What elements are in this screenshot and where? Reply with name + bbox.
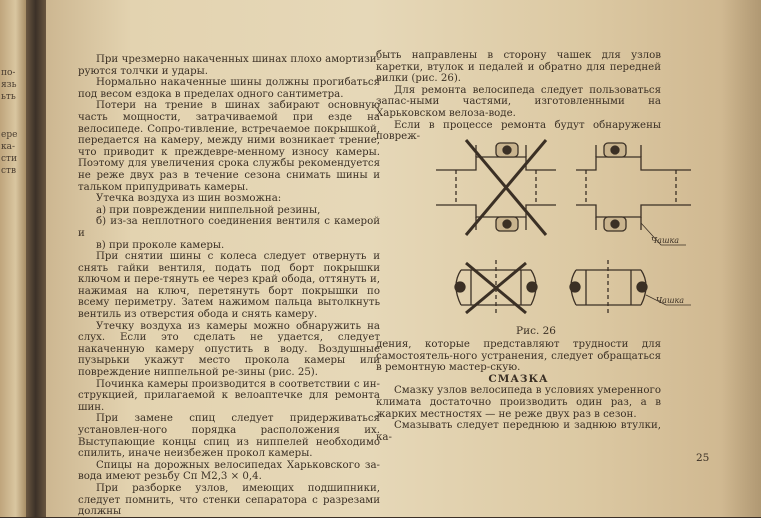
margin-fragment: по- (1, 68, 16, 78)
right-text-column-bottom (376, 339, 661, 443)
paragraph: Если в процессе ремонта будут обнаружены повреж- (376, 119, 661, 143)
margin-fragment: ьть (1, 92, 16, 102)
top-right-bearing-drawing (576, 143, 691, 245)
paragraph: Спицы на дорожных велосипедах Харьковского за-вода имеют резьбу Сп М2,3 × 0,4. (78, 459, 380, 483)
paragraph: Смазывать следует переднюю и заднюю втулки, ка- (376, 420, 661, 443)
margin-fragment: ере (1, 130, 18, 140)
margin-fragment: сти (1, 154, 18, 164)
paragraph: Смазку узлов велосипеда в условиях умеренного климата достаточно производить один раз, а в жарких местностях — не реже двух раз в сезон. (376, 385, 661, 420)
list-item: б) из-за неплотного соединения вентиля с камерой и (78, 216, 380, 239)
page-number: 25 (696, 452, 710, 464)
paragraph: Потери на трение в шинах забирают основную часть мощности, затрачиваемой при езде на велосипеде. Сопро-тивление, встречаемое покрышкой, передается на камеру, между ними возникает трение, что приводит к преждевре-менному износу камеры. Поэтому для увеличения срока службы рекомендуется не реже двух раз в течение сезона снимать шины и тальком припудривать камеры. (78, 100, 380, 193)
right-text-column-top (376, 50, 661, 143)
margin-fragment: ств (1, 166, 17, 176)
cup-label: Чашка (656, 296, 685, 305)
bottom-right-cup-drawing (570, 260, 691, 315)
paragraph: Нормально накаченные шины должны прогибаться под весом ездока в пределах одного сантиметра. (78, 77, 380, 100)
top-left-bearing-drawing (436, 140, 556, 235)
paragraph: быть направлены в сторону чашек для узлов каретки, втулок и педалей и обратно для передней вилки (рис. 26). (376, 50, 661, 85)
paragraph: При замене спиц следует придерживаться установлен-ного порядка расположения их. Выступающие концы спиц из ниппелей необходимо спилить, иначе неизбежен прокол камеры. (78, 413, 380, 460)
cup-label: Чашка (651, 236, 680, 245)
paragraph: Утечка воздуха из шин возможна: (96, 193, 282, 205)
paragraph: При снятии шины с колеса следует отвернуть и снять гайки вентиля, подать под борт покрышки ключом и пере-тянуть ее через край обода, оттянуть и, нажимая на ключ, перетянуть борт покрышки по всему периметру. Затем нажимом пальца вытолкнуть вентиль из отверстия обода и снять камеру. (78, 251, 380, 321)
bottom-left-cup-drawing (455, 260, 537, 315)
paragraph: Для ремонта велосипеда следует пользоваться запас-ными частями, изготовленными на Харьковском велоза-воде. (376, 84, 661, 119)
paragraph: При разборке узлов, имеющих подшипники, следует помнить, что стенки сепаратора с разрезами должны (78, 482, 380, 518)
bearing-diagram-figure (436, 135, 696, 320)
paragraph: Починка камеры производится в соответствии с ин-струкцией, прилагаемой к велоаптечке для ремонта шин. (78, 378, 380, 413)
list-item: а) при повреждении ниппельной резины, (96, 204, 321, 216)
left-text-column (78, 54, 380, 518)
margin-fragment: ка- (1, 142, 16, 152)
figure-caption: Рис. 26 (516, 325, 556, 337)
margin-fragment: язь (1, 80, 17, 90)
section-heading: СМАЗКА (488, 372, 549, 385)
page-25 (46, 0, 761, 517)
list-item: в) при проколе камеры. (96, 239, 225, 251)
paragraph: При чрезмерно накаченных шинах плохо амортизи-руются толчки и удары. (78, 54, 380, 77)
previous-page-edge (0, 0, 26, 517)
paragraph: дения, которые представляют трудности для самостоятель-ного устранения, следует обращаться в ремонтную мастер-скую. (376, 339, 661, 374)
paragraph: Утечку воздуха из камеры можно обнаружить на слух. Если это сделать не удается, следует накаченную камеру опустить в воду. Воздушные пузырьки укажут место прокола камеры или повреждение ниппельной ре-зины (рис. 25). (78, 320, 380, 379)
